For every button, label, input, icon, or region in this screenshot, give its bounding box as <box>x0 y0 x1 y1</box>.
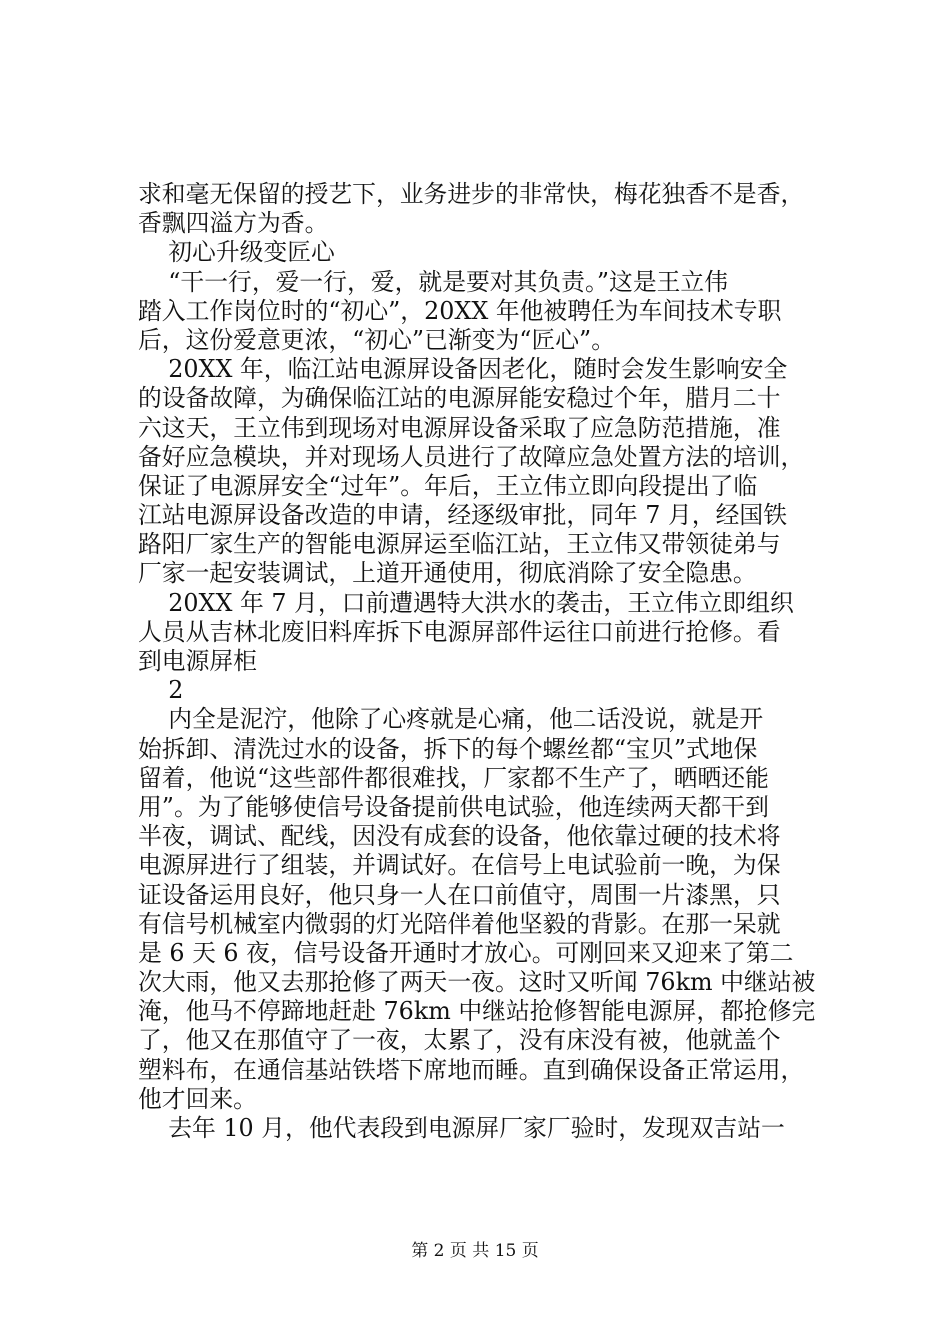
text-line-19: 内全是泥泞，他除了心疼就是心痛，他二话没说，就是开 <box>138 705 764 734</box>
text-line-32: 他才回来。 <box>138 1084 257 1113</box>
text-line-8: 的设备故障，为确保临江站的电源屏能安稳过个年，腊月二十 <box>138 384 781 413</box>
text-line-23: 半夜，调试、配线，因没有成套的设备，他依靠过硬的技术将 <box>138 822 781 851</box>
text-line-25: 证设备运用良好，他只身一人在口前值守，周围一片漆黑，只 <box>138 880 781 909</box>
text-line-33: 去年 10 月，他代表段到电源屏厂家厂验时，发现双吉站一 <box>138 1114 785 1142</box>
text-line-1: 求和毫无保留的授艺下，业务进步的非常快，梅花独香不是香， <box>138 180 805 208</box>
text-line-10: 备好应急模块，并对现场人员进行了故障应急处置方法的培训， <box>138 442 805 471</box>
text-line-7: 20XX 年，临江站电源屏设备因老化，随时会发生影响安全 <box>138 355 788 384</box>
text-line-31: 塑料布，在通信基站铁塔下席地而睡。直到确保设备正常运用， <box>138 1055 805 1084</box>
text-line-5: 踏入工作岗位时的“初心”，20XX 年他被聘任为车间技术专职 <box>138 296 782 325</box>
text-line-17: 到电源屏柜 <box>138 647 257 675</box>
document-body <box>138 180 838 1143</box>
text-line-22: 用”。为了能够使信号设备提前供电试验，他连续两天都干到 <box>138 792 769 821</box>
text-line-4: “干一行，爱一行，爱，就是要对其负责。”这是王立伟 <box>138 267 729 296</box>
text-line-20: 始拆卸、清洗过水的设备，拆下的每个螺丝都“宝贝”式地保 <box>138 734 758 763</box>
section-heading: 初心升级变匠心 <box>138 238 335 267</box>
text-line-24: 电源屏进行了组装，并调试好。在信号上电试验前一晚，为保 <box>138 851 781 880</box>
text-line-26: 有信号机械室内微弱的灯光陪伴着他坚毅的背影。在那一呆就 <box>138 909 781 938</box>
text-line-27: 是 6 天 6 夜，信号设备开通时才放心。可刚回来又迎来了第二 <box>138 938 794 967</box>
text-line-13: 路阳厂家生产的智能电源屏运至临江站，王立伟又带领徒弟与 <box>138 530 781 559</box>
text-line-30: 了，他又在那值守了一夜，太累了，没有床没有被，他就盖个 <box>138 1026 781 1055</box>
text-line-11: 保证了电源屏安全“过年”。年后，王立伟立即向段提出了临 <box>138 471 758 500</box>
text-line-2: 香飘四溢方为香。 <box>138 209 329 238</box>
text-line-9: 六这天，王立伟到现场对电源屏设备采取了应急防范措施，准 <box>138 413 781 442</box>
text-line-21: 留着，他说“这些部件都很难找，厂家都不生产了，晒晒还能 <box>138 763 769 792</box>
inline-page-number: 2 <box>138 676 184 705</box>
text-line-12: 江站电源屏设备改造的申请，经逐级审批，同年 7 月，经国铁 <box>138 501 787 530</box>
page-footer: 第 2 页 共 15 页 <box>411 1241 539 1261</box>
text-line-6: 后，这份爱意更浓，“初心”已渐变为“匠心”。 <box>138 325 616 354</box>
text-line-14: 厂家一起安装调试，上道开通使用，彻底消除了安全隐患。 <box>138 559 757 588</box>
text-line-29: 淹，他马不停蹄地赶赴 76km 中继站抢修智能电源屏，都抢修完 <box>138 997 816 1026</box>
text-line-15: 20XX 年 7 月，口前遭遇特大洪水的袭击，王立伟立即组织 <box>138 588 794 617</box>
text-line-28: 次大雨，他又去那抢修了两天一夜。这时又听闻 76km 中继站被 <box>138 968 816 997</box>
text-line-16: 人员从吉林北废旧料库拆下电源屏部件运往口前进行抢修。看 <box>138 617 781 646</box>
